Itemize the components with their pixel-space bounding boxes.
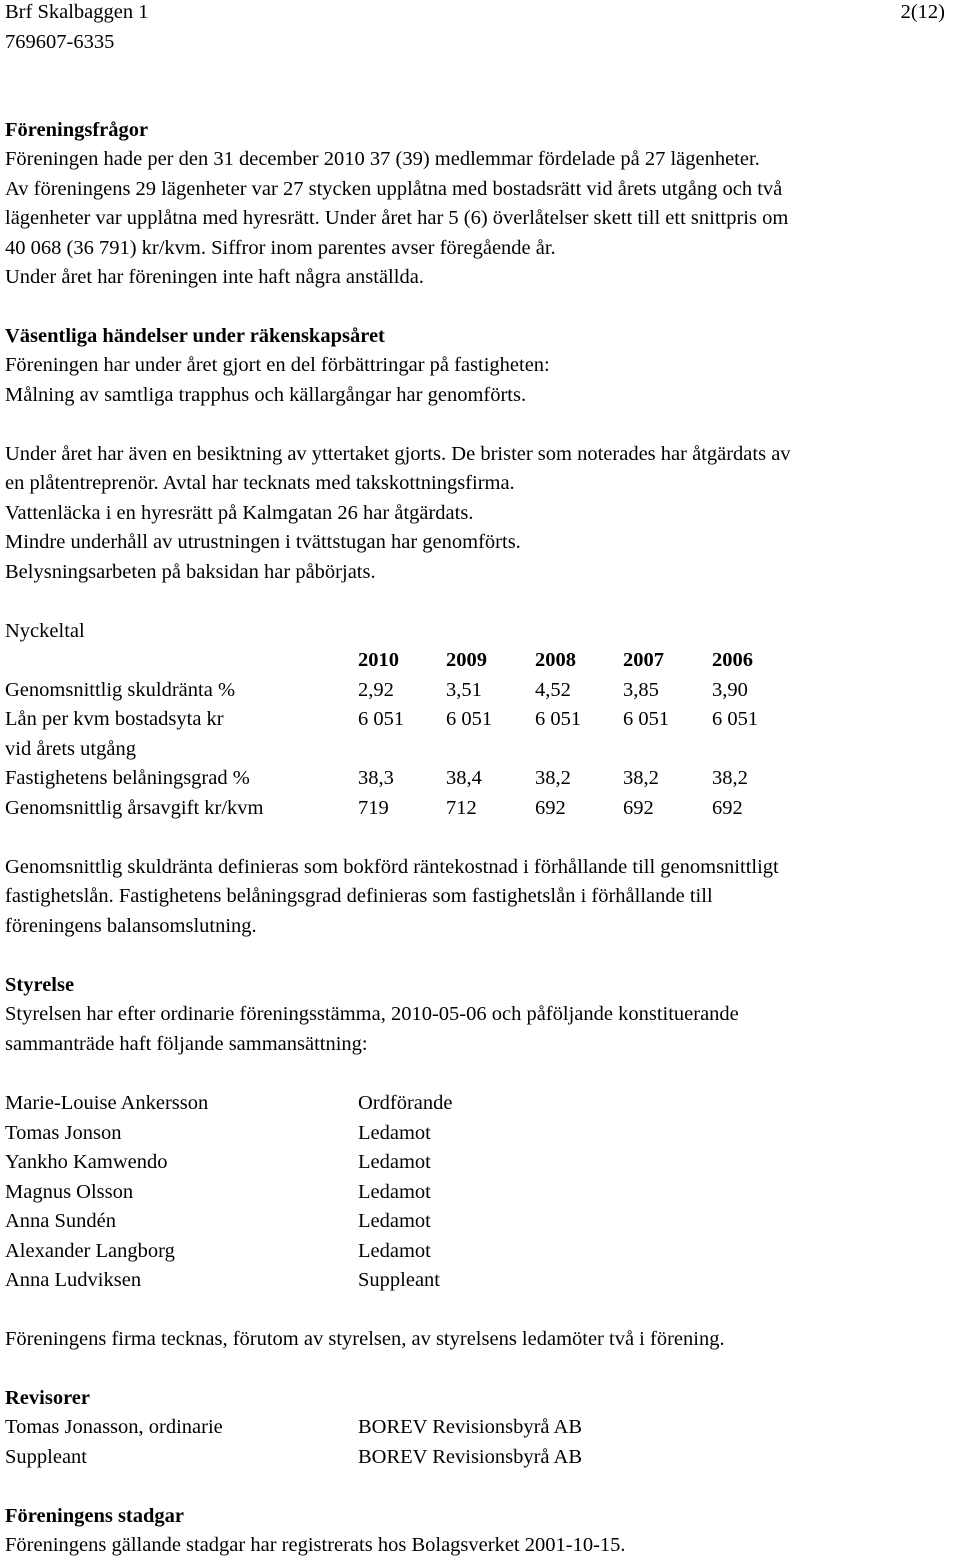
table-cell: 38,2 xyxy=(712,767,748,789)
member-name: Magnus Olsson xyxy=(5,1181,134,1203)
paragraph-line: 40 068 (36 791) kr/kvm. Siffror inom parentes avser föregående år. xyxy=(5,237,556,259)
member-role: Ledamot xyxy=(358,1181,431,1203)
paragraph-line: Föreningen har under året gjort en del förbättringar på fastigheten: xyxy=(5,354,550,376)
paragraph-line: sammanträde haft följande sammansättning: xyxy=(5,1033,368,1055)
row-label: Genomsnittlig årsavgift kr/kvm xyxy=(5,797,264,819)
paragraph-line: Under året har föreningen inte haft några anställda. xyxy=(5,266,424,288)
paragraph-line: Belysningsarbeten på baksidan har påbörjats. xyxy=(5,561,376,583)
paragraph-line: Genomsnittlig skuldränta definieras som bokförd räntekostnad i förhållande till genomsnittligt xyxy=(5,856,779,878)
table-cell: 6 051 xyxy=(446,708,493,730)
paragraph-line: Målning av samtliga trapphus och källargångar har genomförts. xyxy=(5,384,527,406)
paragraph-line: en plåtentreprenör. Avtal har tecknats med takskottningsfirma. xyxy=(5,472,515,494)
member-role: Ledamot xyxy=(358,1240,431,1262)
member-name: Yankho Kamwendo xyxy=(5,1151,168,1173)
member-name: Tomas Jonson xyxy=(5,1122,122,1144)
table-cell: 712 xyxy=(446,797,477,819)
year-header: 2010 xyxy=(358,649,399,671)
table-cell: 719 xyxy=(358,797,389,819)
table-cell: 4,52 xyxy=(535,679,571,701)
table-cell: 6 051 xyxy=(712,708,759,730)
section-heading-nyckeltal: Nyckeltal xyxy=(5,620,85,642)
table-cell: 38,3 xyxy=(358,767,394,789)
member-name: Alexander Langborg xyxy=(5,1240,175,1262)
table-cell: 38,2 xyxy=(623,767,659,789)
auditor-name: Tomas Jonasson, ordinarie xyxy=(5,1416,223,1438)
auditor-firm: BOREV Revisionsbyrå AB xyxy=(358,1446,582,1468)
table-cell: 6 051 xyxy=(535,708,582,730)
row-label: Fastighetens belåningsgrad % xyxy=(5,767,250,789)
row-label-continuation: vid årets utgång xyxy=(5,738,136,760)
member-name: Anna Sundén xyxy=(5,1210,117,1232)
year-header: 2007 xyxy=(623,649,664,671)
org-name: Brf Skalbaggen 1 xyxy=(5,1,149,23)
paragraph-line: Av föreningens 29 lägenheter var 27 stycken upplåtna med bostadsrätt vid årets utgång och två xyxy=(5,178,783,200)
section-heading-foreningsfragor: Föreningsfrågor xyxy=(5,119,149,141)
member-role: Ledamot xyxy=(358,1122,431,1144)
member-name: Anna Ludviksen xyxy=(5,1269,142,1291)
paragraph-line: fastighetslån. Fastighetens belåningsgrad definieras som fastighetslån i förhållande till xyxy=(5,885,713,907)
year-header: 2006 xyxy=(712,649,753,671)
section-heading-revisorer: Revisorer xyxy=(5,1387,91,1409)
table-cell: 692 xyxy=(535,797,566,819)
table-cell: 3,85 xyxy=(623,679,659,701)
paragraph-line: Föreningen hade per den 31 december 2010 37 (39) medlemmar fördelade på 27 lägenheter. xyxy=(5,148,760,170)
member-role: Ledamot xyxy=(358,1210,431,1232)
member-role: Ordförande xyxy=(358,1092,453,1114)
table-cell: 38,2 xyxy=(535,767,571,789)
year-header: 2009 xyxy=(446,649,487,671)
paragraph-line: lägenheter var upplåtna med hyresrätt. Under året har 5 (6) överlåtelser skett till ett snittpris om xyxy=(5,207,789,229)
paragraph-line: Under året har även en besiktning av yttertaket gjorts. De brister som noterades har åtgärdats av xyxy=(5,443,791,465)
table-cell: 6 051 xyxy=(358,708,405,730)
member-role: Ledamot xyxy=(358,1151,431,1173)
table-cell: 692 xyxy=(623,797,654,819)
section-heading-styrelse: Styrelse xyxy=(5,974,75,996)
paragraph-line: föreningens balansomslutning. xyxy=(5,915,257,937)
table-cell: 692 xyxy=(712,797,743,819)
table-cell: 3,90 xyxy=(712,679,748,701)
paragraph-line: Föreningens gällande stadgar har registrerats hos Bolagsverket 2001-10-15. xyxy=(5,1534,626,1556)
year-header: 2008 xyxy=(535,649,576,671)
paragraph-line: Styrelsen har efter ordinarie föreningsstämma, 2010-05-06 och påföljande konstituerande xyxy=(5,1003,739,1025)
member-name: Marie-Louise Ankersson xyxy=(5,1092,209,1114)
table-cell: 38,4 xyxy=(446,767,482,789)
row-label: Genomsnittlig skuldränta % xyxy=(5,679,236,701)
paragraph-line: Mindre underhåll av utrustningen i tvättstugan har genomförts. xyxy=(5,531,521,553)
org-number: 769607-6335 xyxy=(5,31,115,53)
table-cell: 2,92 xyxy=(358,679,394,701)
section-heading-stadgar: Föreningens stadgar xyxy=(5,1505,185,1527)
section-heading-handelser: Väsentliga händelser under räkenskapsåret xyxy=(5,325,385,347)
row-label: Lån per kvm bostadsyta kr xyxy=(5,708,224,730)
auditor-name: Suppleant xyxy=(5,1446,87,1468)
page-indicator: 2(12) xyxy=(900,1,945,23)
auditor-firm: BOREV Revisionsbyrå AB xyxy=(358,1416,582,1438)
member-role: Suppleant xyxy=(358,1269,440,1291)
paragraph-line: Vattenläcka i en hyresrätt på Kalmgatan 26 har åtgärdats. xyxy=(5,502,474,524)
table-cell: 3,51 xyxy=(446,679,482,701)
paragraph-line: Föreningens firma tecknas, förutom av styrelsen, av styrelsens ledamöter två i förening. xyxy=(5,1328,725,1350)
table-cell: 6 051 xyxy=(623,708,670,730)
